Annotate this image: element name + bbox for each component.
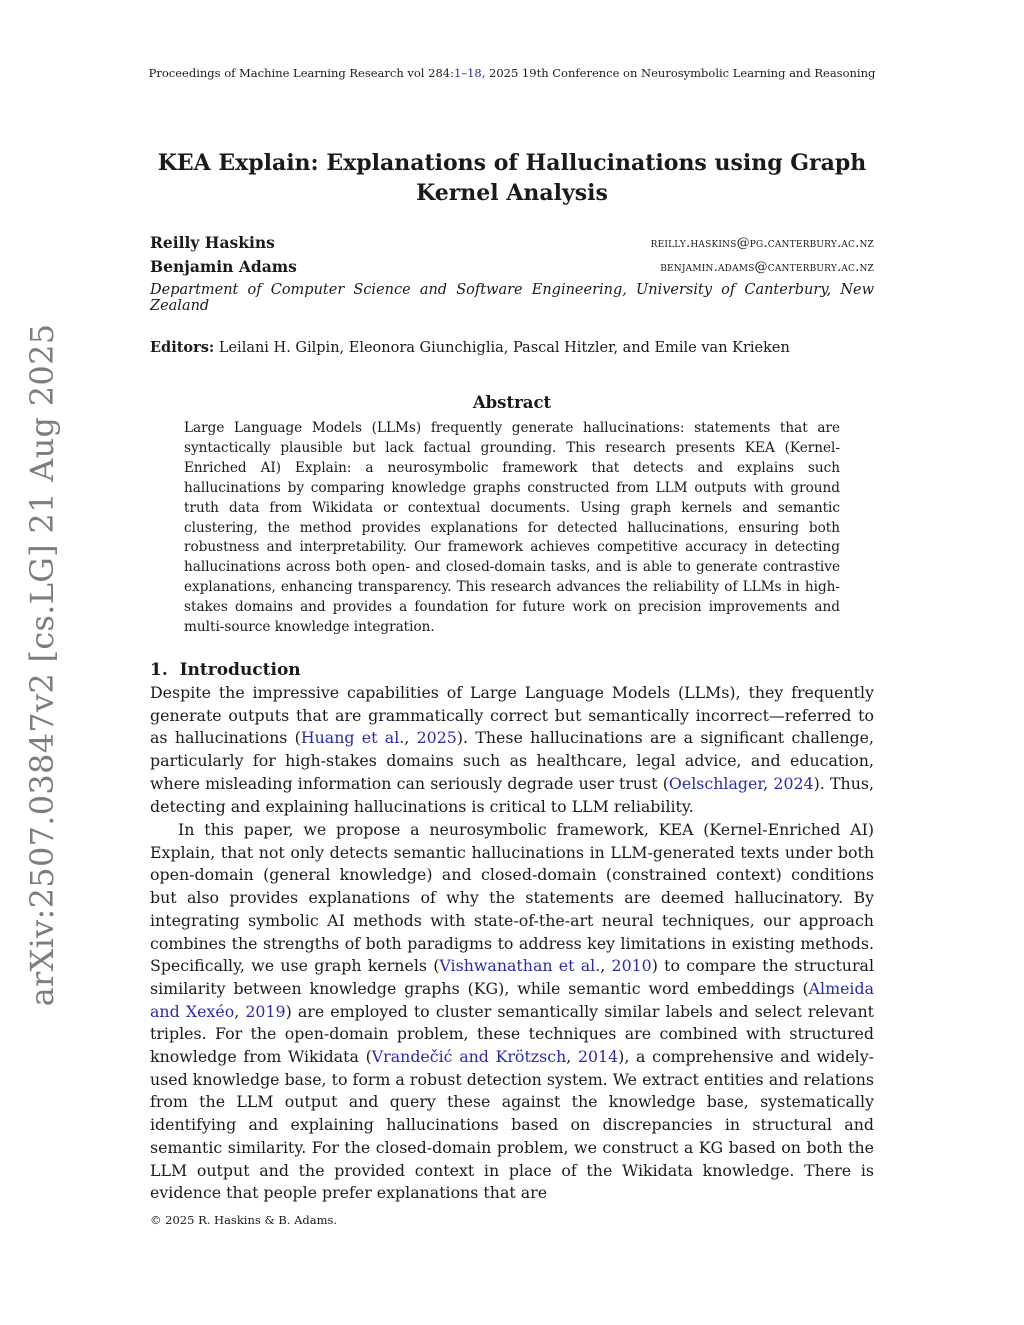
author-email-2[interactable]: benjamin.adams@canterbury.ac.nz [660,260,874,275]
author-email-1[interactable]: reilly.haskins@pg.canterbury.ac.nz [650,236,874,251]
abstract-text: Large Language Models (LLMs) frequently generate hallucinations: statements that are syntactically plausible but lack factual grounding. This research presents KEA (Kernel-Enriched AI) Explain: a neurosymbolic framework that detects and explains such hallucinations by comparing knowledge graphs constructed from LLM outputs with ground truth data from Wikidata or contextual documents. Using graph kernels and semantic clustering, the method provides explanations for detected hallucinations, ensuring both robustness and interpretability. Our framework achieves competitive accuracy in detecting hallucinations across both open- and closed-domain tasks, and is able to generate contrastive explanations, enhancing transparency. This research advances the reliability of LLMs in high-stakes domains and provides a foundation for future work on precision improvements and multi-source knowledge integration. [184,420,840,636]
para2-text-4: ), a comprehensive and widely-used knowledge base, to form a robust detection system. We extract entities and relations from the LLM output and query these against the knowledge base, systematically identifying and explaining hallucinations based on discrepancies in structural and semantic similarity. For the closed-domain problem, we construct a KG based on both the LLM output and the provided context in place of the Wikidata knowledge. There is evidence that people prefer explanations that are [150,1047,874,1203]
editors-label: Editors: [150,339,215,356]
citation-huang[interactable]: Huang et al. [300,728,405,748]
para2-sep-3: , [566,1047,578,1067]
para2-text-3: ) are employed to cluster semantically similar labels and select relevant triples. For the open-domain problem, these techniques are combined with structured knowledge from Wikidata ( [150,1001,874,1067]
para2-sep-2: , [234,1001,246,1021]
header-suffix: , 2025 19th Conference on Neurosymbolic Learning and Reasoning [481,66,876,80]
para2-text-1: In this paper, we propose a neurosymbolic framework, KEA (Kernel-Enriched AI) Explain, that not only detects semantic hallucinations in LLM-generated texts under both open-domain (general knowledge) and closed-domain (constrained context) conditions but also provides explanations of why the statements are deemed hallucinatory. By integrating symbolic AI methods with state-of-the-art neural techniques, our approach combines the strengths of both paradigms to address key limitations in existing methods. Specifically, we use graph kernels ( [150,820,874,976]
copyright-footer: © 2025 R. Haskins & B. Adams. [150,1213,338,1227]
intro-paragraph-2 [150,819,874,1205]
citation-oelschlager[interactable]: Oelschlager [668,773,764,793]
header-prefix: Proceedings of Machine Learning Research vol 284: [148,66,454,80]
title-line-1: KEA Explain: Explanations of Hallucinations using Graph [157,150,867,176]
citation-almeida-year[interactable]: 2019 [245,1001,286,1021]
citation-huang-year[interactable]: 2025 [416,728,457,748]
intro-paragraph-1 [150,682,874,818]
para1-sep-2: , [763,773,774,793]
para2-text-2: ) to compare the structural similarity between knowledge graphs (KG), while semantic word embeddings ( [150,956,874,998]
affiliation: Department of Computer Science and Software Engineering, University of Canterbury, New Zealand [150,282,874,314]
para1-sep-1: , [404,728,417,748]
citation-vrandecic-year[interactable]: 2014 [577,1047,619,1067]
page-end-link[interactable]: 18 [467,66,482,80]
abstract-heading: Abstract [472,393,552,412]
author-name-1: Reilly Haskins [150,233,275,252]
author-name-2: Benjamin Adams [150,257,297,276]
section-title: Introduction [179,660,301,680]
arxiv-stamp-strip [0,0,64,1325]
citation-oelschlager-year[interactable]: 2024 [773,773,814,793]
section-heading [150,660,301,680]
running-header [0,66,1024,80]
para1-text-1: Despite the impressive capabilities of Large Language Models (LLMs), they frequently generate outputs that are grammatically correct but semantically incorrect—referred to as hallucinations ( [150,683,874,748]
editors-line [150,339,874,356]
para2-sep-1: , [600,956,612,976]
arxiv-identifier: arXiv:2507.03847v2 [cs.LG] 21 Aug 2025 [23,323,61,1007]
citation-vishwanathan[interactable]: Vishwanathan et al. [439,956,601,976]
para1-text-2: ). These hallucinations are a significant challenge, particularly for high-stakes domains such as healthcare, legal advice, and education, where misleading information can seriously degrade user trust ( [150,728,874,793]
citation-almeida[interactable]: Almeida and Xexéo [150,978,874,1021]
page-start-link[interactable]: 1 [453,66,462,80]
para1-text-3: ). Thus, detecting and explaining hallucinations is critical to LLM reliability. [150,773,875,816]
editors-names: Leilani H. Gilpin, Eleonora Giunchiglia, Pascal Hitzler, and Emile van Krieken [218,340,790,356]
page-range-dash: – [461,66,468,80]
citation-vrandecic[interactable]: Vrandečić and Krötzsch [371,1047,567,1067]
citation-vishwanathan-year[interactable]: 2010 [611,956,652,976]
paper-title [150,148,874,208]
section-number: 1. [150,660,168,680]
title-line-2: Kernel Analysis [416,180,608,206]
